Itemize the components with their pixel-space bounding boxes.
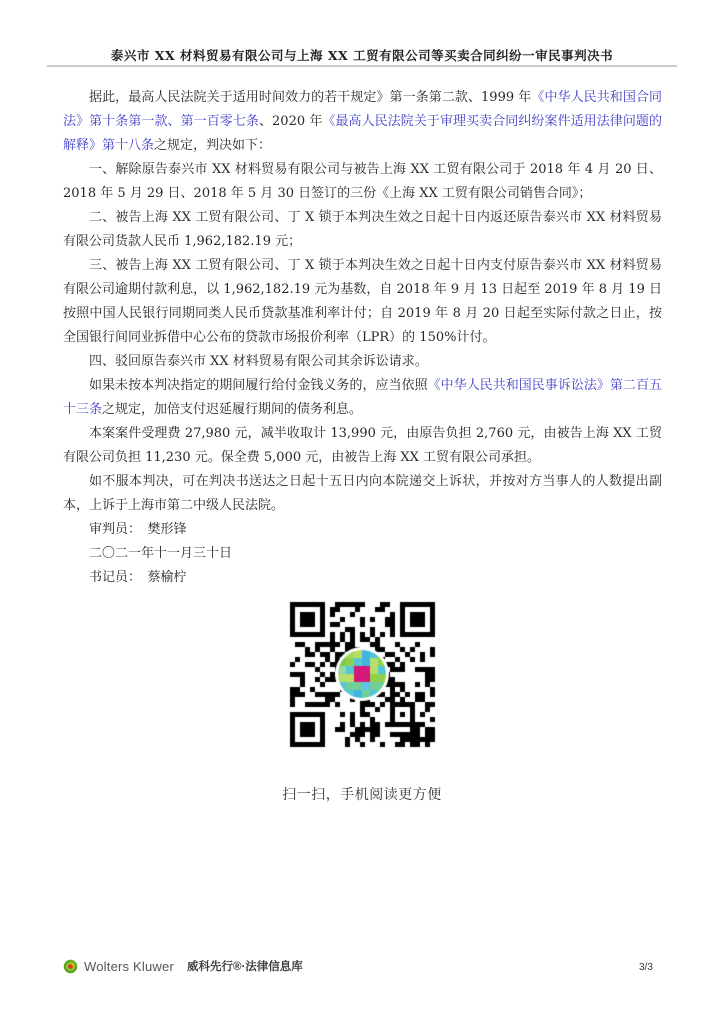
- paragraph-text: 四、驳回原告泰兴市 XX 材料贸易有限公司其余诉讼请求。: [89, 354, 428, 369]
- paragraph-text: 一、解除原告泰兴市 XX 材料贸易有限公司与被告上海 XX 工贸有限公司于 2018 年 4 月 20 日、2018 年 5 月 29 日、2018 年 5 月 30 日签订的三份《上海 XX 工贸有限公司销售合同》；: [63, 162, 662, 201]
- paragraph-text: 、2020 年: [258, 114, 323, 129]
- paragraph-text: 二〇二一年十一月三十日: [89, 546, 233, 561]
- judgment-body: [63, 86, 662, 590]
- qr-block: [0, 598, 724, 804]
- footer-branding: [63, 958, 303, 974]
- page-footer: [63, 956, 677, 982]
- paragraph-text: 本案案件受理费 27,980 元，减半收取计 13,990 元，由原告负担 2,760 元，由被告上海 XX 工贸有限公司负担 11,230 元。保全费 5,000 元，由被告上海 XX 工贸有限公司承担。: [63, 426, 662, 465]
- paragraph-text: 据此，最高人民法院关于适用时间效力的若干规定》第一条第二款、1999 年: [89, 90, 532, 105]
- paragraph-text: 之规定，加倍支付迟延履行期间的债务利息。: [102, 402, 363, 417]
- document-title: 泰兴市 XX 材料贸易有限公司与上海 XX 工贸有限公司等买卖合同纠纷一审民事判决书: [110, 48, 614, 63]
- paragraph-judgment-date: [63, 542, 662, 566]
- paragraph-text: 如果未按本判决指定的期间履行给付金钱义务的，应当依照: [89, 378, 428, 393]
- qr-code: [286, 598, 438, 750]
- qr-caption: 扫一扫，手机阅读更方便: [282, 787, 442, 803]
- footer-product: 威科先行®·法律信息库: [186, 961, 303, 973]
- wolters-kluwer-logo-icon: [63, 959, 78, 974]
- paragraph-text: 如不服本判决，可在判决书送达之日起十五日内向本院递交上诉状，并按对方当事人的人数提出副本，上诉于上海市第二中级人民法院。: [63, 474, 662, 513]
- law-reference-link[interactable]: 《中华人民共和国民事诉讼法》第二百五十三条: [63, 378, 662, 417]
- paragraph-court-fees: [63, 422, 662, 470]
- paragraph-text: 书记员： 蔡榆柠: [89, 570, 187, 585]
- paragraph-ruling-basis: [63, 86, 662, 158]
- law-reference-link[interactable]: 《最高人民法院关于审理买卖合同纠纷案件适用法律问题的解释》第十八条: [63, 114, 662, 153]
- paragraph-text: 三、被告上海 XX 工贸有限公司、丁 X 锁于本判决生效之日起十日内支付原告泰兴市 XX 材料贸易有限公司逾期付款利息，以 1,962,182.19 元为基数，自 2018 年 9 月 13 日起至 2019 年 8 月 19 日按照中国人民银行同期同类人民币贷款基准利率计付；自 2019 年 8 月 20 日起至实际付款之日止，按全国银行间同业拆借中心公布的贷款市场报价利率（LPR）的 150%计付。: [63, 258, 662, 345]
- footer-brand: Wolters Kluwer: [84, 958, 174, 974]
- paragraph-late-performance-clause: [63, 374, 662, 422]
- paragraph-text: 审判员： 樊形锋: [89, 522, 187, 537]
- paragraph-clerk-signature: [63, 566, 662, 590]
- law-reference-link[interactable]: 《中华人民共和国合同法》第十条第一款、第一百零七条: [63, 90, 662, 129]
- paragraph-judge-signature: [63, 518, 662, 542]
- paragraph-ruling-item-1: [63, 158, 662, 206]
- paragraph-text: 二、被告上海 XX 工贸有限公司、丁 X 锁于本判决生效之日起十日内返还原告泰兴市 XX 材料贸易有限公司货款人民币 1,962,182.19 元；: [63, 210, 662, 249]
- header-divider: [47, 65, 677, 67]
- paragraph-ruling-item-4: [63, 350, 662, 374]
- paragraph-appeal-notice: [63, 470, 662, 518]
- paragraph-text: 之规定，判决如下：: [154, 138, 272, 153]
- page-number: 3/3: [639, 962, 653, 973]
- paragraph-ruling-item-3: [63, 254, 662, 350]
- paragraph-ruling-item-2: [63, 206, 662, 254]
